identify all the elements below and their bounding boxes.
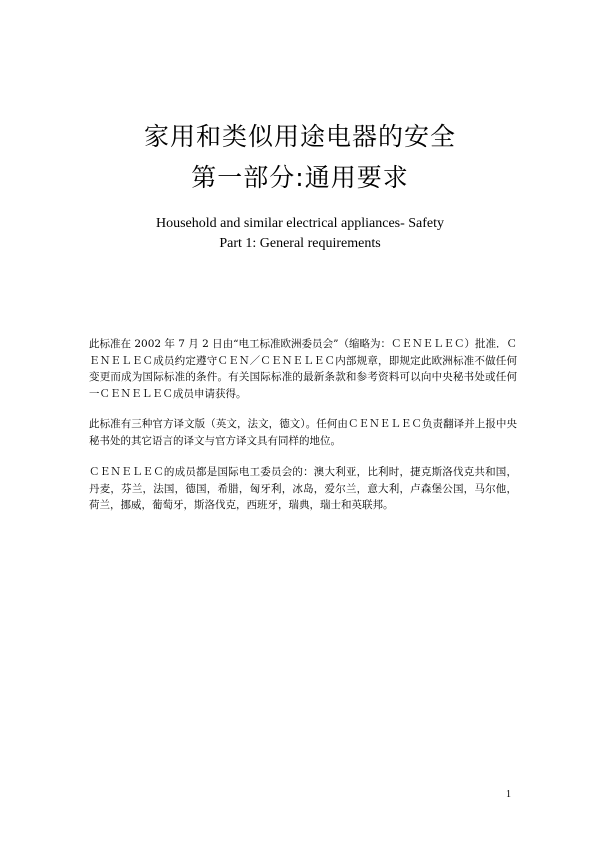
- translation-paragraph: 此标准有三种官方译文版（英文，法文，德文）。任何由ＣＥＮＥＬＥＣ负责翻译并上报中央秘书处的其它语言的译文与官方译文具有同样的地位。: [89, 418, 517, 447]
- page-number: 1: [506, 789, 511, 800]
- approval-paragraph: 此标准在 2002 年 7 月 2 日由“电工标准欧洲委员会”（缩略为：ＣＥＮＥＬＥＣ）批准．ＣＥＮＥＬＥＣ成员约定遵守ＣＥＮ／ＣＥＮＥＬＥＣ内部规章，即规定此欧洲标准不做任何变更而成为国际标准的条件。有关国际标准的最新条款和参考资料可以向中央秘书处或任何一ＣＥＮＥＬＥＣ成员申请获得。: [89, 338, 517, 400]
- members-paragraph: ＣＥＮＥＬＥＣ的成员都是国际电工委员会的：澳大利亚，比利时，捷克斯洛伐克共和国，丹麦，芬兰，法国，德国，希腊，匈牙利，冰岛，爱尔兰，意大利，卢森堡公国，马尔他，荷兰，挪威，葡萄牙，斯洛伐克，西班牙，瑞典，瑞士和英联邦。: [89, 466, 517, 511]
- english-title: Household and similar electrical appliances- Safety: [155, 216, 445, 231]
- english-subtitle: Part 1: General requirements: [219, 236, 381, 251]
- chinese-title: 家用和类似用途电器的安全: [143, 122, 456, 151]
- chinese-subtitle: 第一部分:通用要求: [191, 163, 409, 192]
